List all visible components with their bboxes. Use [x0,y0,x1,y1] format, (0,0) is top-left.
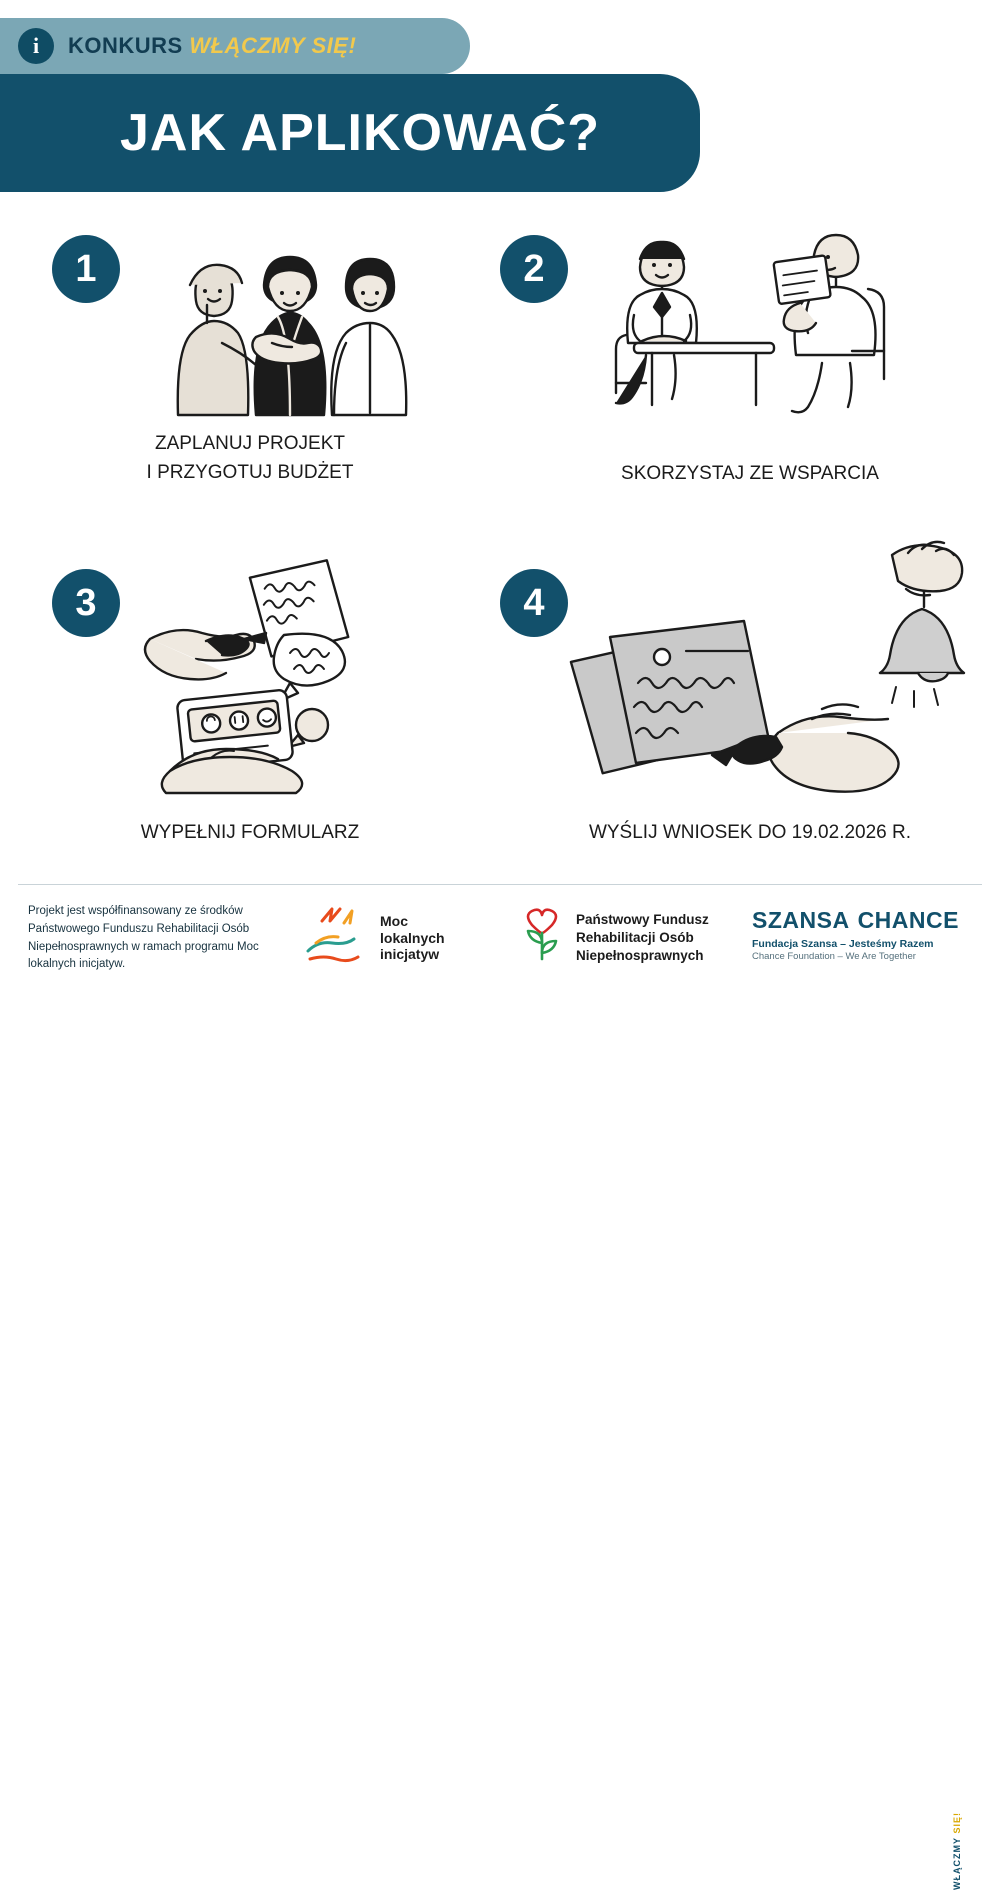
ribbon-text [68,33,356,59]
step-caption-line1: WYPEŁNIJ FORMULARZ [140,822,360,843]
top-ribbon [0,18,470,74]
szansa-subtitle-pl: Fundacja Szansa – Jesteśmy Razem [752,938,934,950]
step-item-2 [500,205,1000,537]
pfron-line3: Niepełnosprawnych [576,948,704,964]
step-item-1 [0,205,500,537]
pfron-logo [518,901,748,975]
footer-divider [18,884,982,885]
szansa-chance-logo [752,905,959,975]
step-caption-line1: ZAPLANUJ PROJEKT [154,433,346,454]
step-caption [0,819,500,848]
moc-logo-mark [300,907,372,969]
step-number-badge: 4 [500,569,568,637]
pfron-line1: Państwowy Fundusz [576,911,709,927]
step-number-badge: 3 [52,569,120,637]
pfron-logo-mark [518,907,566,969]
step-item-3 [0,537,500,869]
step-item-4 [500,537,1000,869]
moc-logo-text [380,913,445,963]
moc-line2: lokalnych [380,929,445,946]
ribbon-accent: WŁĄCZMY SIĘ! [189,33,357,58]
funding-note: Projekt jest współfinansowany ze środków Państwowego Funduszu Rehabilitacji Osób Niepełnosprawnych w ramach programu Moc lokalnych inicjatyw. [28,905,259,971]
page-title: JAK APLIKOWAĆ? [120,104,601,162]
moc-line3: inicjatyw [380,946,440,963]
szansa-subtitle-en: Chance Foundation – We Are Together [752,951,916,962]
moc-line1: Moc [380,912,408,929]
szansa-logo-row [752,905,959,935]
footer [0,895,1000,1890]
title-bar [0,74,700,192]
step-caption [500,460,1000,489]
step-number-badge: 1 [52,235,120,303]
chance-word: CHANCE [857,906,959,933]
step-caption [500,819,1000,848]
ribbon-label: KONKURS [68,33,183,58]
step-caption [0,430,500,487]
three-people-handshake-illustration [160,225,450,425]
side-tag-line2: SIĘ! [952,1811,962,1834]
two-people-at-table-consultation-illustration [600,215,900,430]
side-tag-line1: WŁĄCZMY [952,1837,962,1890]
step-caption-line2: I PRZYGOTUJ BUDŻET [146,461,354,483]
step-number-badge: 2 [500,235,568,303]
step-caption-line1: SKORZYSTAJ ZE WSPARCIA [621,463,879,484]
pfron-logo-text [576,911,709,966]
side-tag [952,1810,972,1890]
step-caption-line1: WYŚLIJ WNIOSEK DO 19.02.2026 R. [588,822,912,843]
moc-lokalnych-inicjatyw-logo [300,903,480,973]
hand-signing-document-and-bell-illustration [510,537,990,817]
szansa-word: SZANSA [752,906,850,933]
hands-filling-form-on-tablet-illustration [140,557,440,797]
info-icon: i [18,28,54,64]
steps-grid [0,205,1000,870]
pfron-line2: Rehabilitacji Osób [576,929,694,945]
